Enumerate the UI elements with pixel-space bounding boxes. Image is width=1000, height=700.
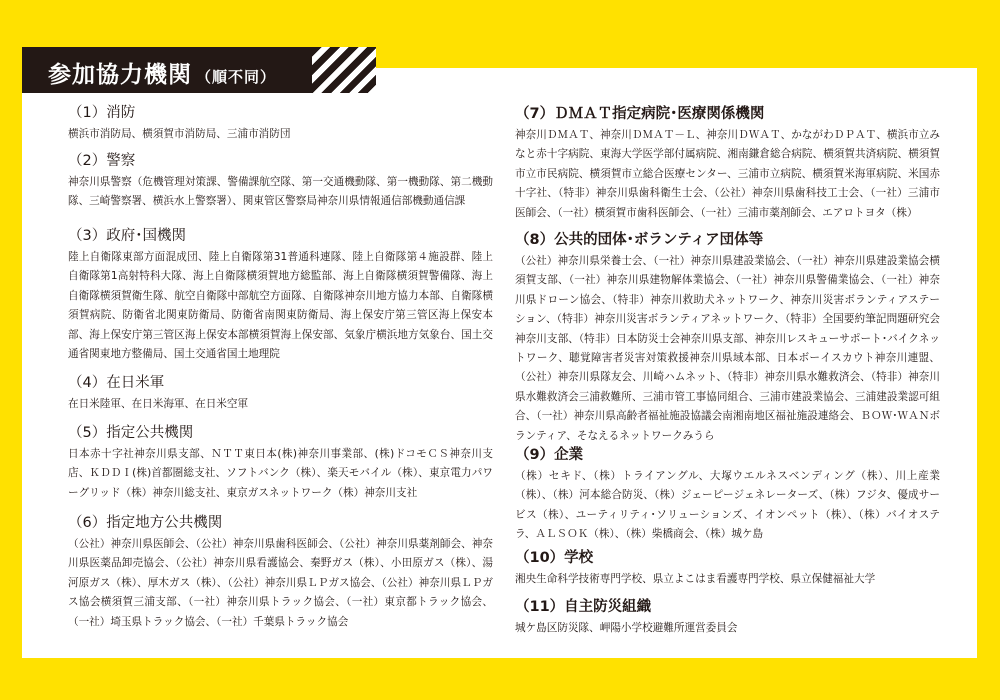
section-designated-local-public: [68, 513, 493, 632]
section-heading: （8）公共的団体･ボランティア団体等: [515, 232, 764, 248]
section-designated-public: [68, 423, 493, 503]
section-police: [68, 151, 493, 212]
section-body: （株）セキド、（株）トライアングル、大塚ウエルネスベンディング（株）、川上産業（株）、（株）河本総合防災、（株）ジェーピージェネレーターズ、（株）フジタ、優成サービス（株）、ユーティリティ･ソリューションズ、イオンペット（株）、（株）バイオステラ、ＡＬＳＯＫ（株）、（株）柴橋商会、（株）城ケ島: [515, 470, 940, 541]
section-fire: [68, 103, 493, 144]
page-subtitle: （順不同）: [196, 68, 277, 86]
section-heading: （4）在日米軍: [68, 375, 165, 391]
section-public-volunteer: [515, 230, 940, 446]
section-body: 日本赤十字社神奈川県支部、ＮＴＴ東日本(株)神奈川事業部、(株)ドコモＣＳ神奈川支店、ＫＤＤＩ(株)首都圏総支社、ソフトバンク（株）、楽天モバイル（株）、東京電力パワーグリッド（株）神奈川総支社、東京ガスネットワーク（株）神奈川支社: [68, 448, 493, 499]
section-body: 城ケ島区防災隊、岬陽小学校避難所運営委員会: [515, 622, 738, 634]
section-body: 在日米陸軍、在日米海軍、在日米空軍: [68, 398, 249, 410]
section-body: 神奈川ＤＭＡＴ、神奈川ＤＭＡＴ－Ｌ、神奈川ＤＷＡＴ、かながわＤＰＡＴ、横浜市立みなと赤十字病院、東海大学医学部付属病院、湘南鎌倉総合病院、横須賀共済病院、横須賀市立市民病院、横須賀市立総合医療センター、三浦市立病院、横須賀米海軍病院、米国赤十字社、（特非）神奈川県歯科衛生士会、（公社）神奈川県歯科技工士会、（一社）三浦市医師会、（一社）横須賀市歯科医師会、（一社）三浦市薬剤師会、エアロトヨタ（株）: [515, 129, 940, 219]
section-heading: （2）警察: [68, 153, 136, 169]
section-body: 湘央生命科学技術専門学校、県立よこはま看護専門学校、県立保健福祉大学: [515, 573, 876, 585]
section-body: 横浜市消防局、横須賀市消防局、三浦市消防団: [68, 128, 291, 140]
section-government: [68, 226, 493, 364]
section-heading: （9）企業: [515, 447, 584, 463]
hazard-stripes-decoration: [312, 47, 376, 93]
section-heading: （3）政府･国機関: [68, 228, 186, 244]
page-title: 参加協力機関 （順不同）: [48, 62, 277, 88]
section-us-forces: [68, 373, 493, 414]
section-body: 陸上自衛隊東部方面混成団、陸上自衛隊第31普通科連隊、陸上自衛隊第４施設群、陸上自衛隊第1高射特科大隊、海上自衛隊横須賀地方総監部、海上自衛隊横須賀警備隊、海上自衛隊横須賀衛生隊、航空自衛隊中部航空方面隊、自衛隊神奈川地方協力本部、自衛隊横須賀病院、防衛省北関東防衛局、防衛省南関東防衛局、海上保安庁第三管区海上保安本部、海上保安庁第三管区海上保安本部横須賀海上保安部、気象庁横浜地方気象台、国土交通省関東地方整備局、国土交通省国土地理院: [68, 251, 493, 361]
section-schools: [515, 548, 940, 589]
section-heading: （7）ＤＭＡＴ指定病院･医療関係機関: [515, 106, 765, 122]
section-heading: （11）自主防災組織: [515, 599, 652, 615]
section-companies: [515, 445, 940, 545]
section-heading: （6）指定地方公共機関: [68, 515, 223, 531]
section-heading: （1）消防: [68, 105, 136, 121]
section-body: 神奈川県警察（危機管理対策課、警備課航空隊、第一交通機動隊、第一機動隊、第二機動隊、三崎警察署、横浜水上警察署）、関東管区警察局神奈川県情報通信部機動通信課: [68, 176, 493, 208]
section-body: （公社）神奈川県医師会、（公社）神奈川県歯科医師会、（公社）神奈川県薬剤師会、神奈川県医薬品卸売協会、（公社）神奈川県看護協会、秦野ガス（株）、小田原ガス（株）、湯河原ガス（株）、厚木ガス（株）、（公社）神奈川県ＬＰガス協会、（公社）神奈川県ＬＰガス協会横須賀三浦支部、（一社）神奈川県トラック協会、（一社）東京都トラック協会、（一社）埼玉県トラック協会、（一社）千葉県トラック協会: [68, 538, 493, 628]
section-community-disaster-org: [515, 597, 940, 638]
section-dmat-medical: [515, 104, 940, 223]
section-heading: （10）学校: [515, 550, 594, 566]
section-heading: （5）指定公共機関: [68, 425, 194, 441]
section-body: （公社）神奈川県栄養士会、（一社）神奈川県建設業協会、（一社）神奈川県建設業協会横須賀支部、（一社）神奈川県建物解体業協会、（一社）神奈川県警備業協会、（一社）神奈川県ドローン協会、（特非）神奈川救助犬ネットワーク、神奈川災害ボランティアステーション、（特非）神奈川災害ボランティアネットワーク、（特非）全国要約筆記問題研究会神奈川支部、（特非）日本防災士会神奈川県支部、神奈川レスキューサポート･バイクネットワーク、聴覚障害者災害対策救援神奈川県域本部、日本ボーイスカウト神奈川連盟、（公社）神奈川県隊友会、川崎ハムネット、（特非）神奈川県水難救済会、（特非）神奈川県水難救済会三浦救難所、三浦市管工事協同組合、三浦市建設業協会、三浦建設業認可組合、（一社）神奈川県高齢者福祉施設協議会南湘南地区福祉施設連絡会、ＢＯＷ･ＷＡＮボランティア、そなえるネットワークみうら: [515, 255, 940, 442]
